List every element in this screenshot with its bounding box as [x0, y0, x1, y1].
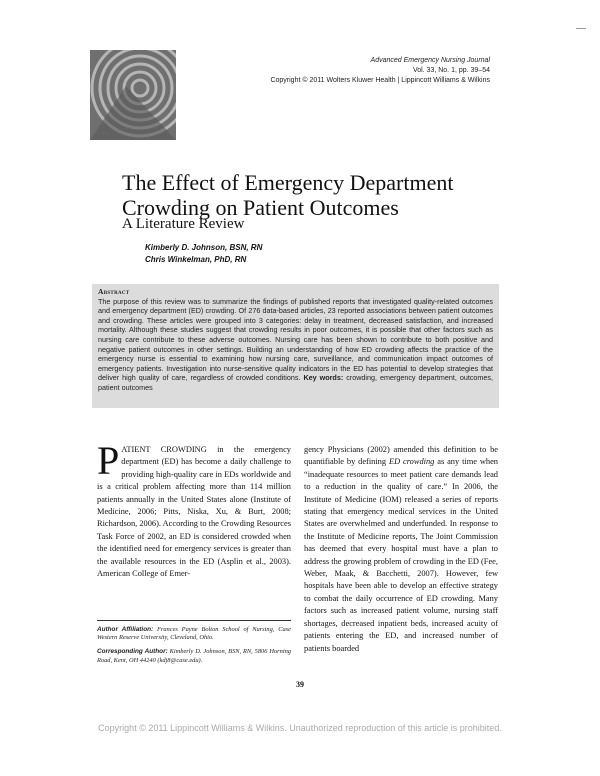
author-list — [145, 242, 262, 266]
author-2: Chris Winkelman, PhD, RN — [145, 255, 247, 264]
corresponding-label: Corresponding Author: — [97, 648, 168, 656]
journal-logo-graphic — [90, 50, 176, 140]
body-column-left — [97, 438, 291, 580]
right-paragraph — [304, 444, 498, 655]
article-title: The Effect of Emergency Department Crowding on Patient Outcomes — [122, 170, 454, 220]
journal-copyright — [270, 76, 490, 86]
journal-volume: Vol. 33, No. 1, pp. 39–54 — [412, 67, 490, 74]
author-affiliation — [97, 620, 291, 671]
corresponding-note — [97, 648, 291, 664]
footer-copyright: Copyright © 2011 Lippincott Williams & Wilkins. Unauthorized reproduction of this article is prohibited. — [98, 723, 502, 733]
affiliation-label: Author Affiliation: — [97, 626, 154, 633]
drop-cap: P — [97, 438, 120, 483]
keywords-label: Key words: — [303, 373, 344, 383]
affiliation-note — [97, 626, 291, 642]
article-subtitle: A Literature Review — [122, 216, 245, 232]
page-number: 39 — [296, 680, 304, 689]
journal-logo-icon — [90, 50, 176, 140]
journal-header — [270, 56, 490, 86]
right-text-post: as any time when “inadequate resources to meet patient care demands lead to a reduction in the quality of care.” In 2006, the Institute of Medicine (IOM) released a series of reports stating that emergency medical services in the United States are overwhelmed and underfunded. In response to the Institute of Medicine reports, The Joint Commission has deemed that every hospital must have a plan to address the growing problem of crowding in the ED (Fee, Weber, Maak, & Bacchetti, 2007). However, few hospitals have been able to develop an effective strategy to combat the daily occurrence of ED crowding. Many factors such as increased patient volume, nursing staff shortages, decreased inpatient beds, increased acuity of patients entering the ED, and increased number of patients boarded — [304, 457, 498, 653]
right-text-emphasis: ED crowding — [388, 457, 435, 467]
corresponding-text: Kimberly D. Johnson, BSN, RN, 5806 Horning Road, Kent, OH 44240 (kdj8@case.edu). — [97, 648, 291, 664]
abstract-box — [92, 284, 499, 408]
abstract-heading: Abstract — [98, 287, 130, 296]
lead-caps: ATIENT CROWDING — [121, 445, 207, 454]
body-column-right — [304, 444, 498, 655]
left-column-text: in the emergency department (ED) has become a daily challenge to providing high-quality care in EDs worldwide and is a critical problem affecting more than 114 million patients annually in the United States alone (Institute of Medicine, 2006; Pitts, Niska, Xu, & Burt, 2008; Richardson, 2006). According to the Crowding Resources Task Force of 2002, an ED is considered crowded when the identified need for emergency services is greater than the available resources in the ED (Asplin et al., 2003). American College of Emer- — [97, 445, 291, 579]
copyright-text: © 2011 Wolters Kluwer Health | Lippincott Williams & Wilkins — [302, 77, 490, 84]
affiliation-text: Frances Payne Bolton School of Nursing, Case Western Reserve University, Cleveland, Ohio. — [97, 626, 291, 642]
abstract-body: The purpose of this review was to summarize the findings of published reports that investigated quality-related outcomes and emergency department (ED) crowding. Of 276 data-based articles, 23 reported associations between patient outcomes and crowding. These articles were grouped into 3 categories: delay in treatment, decreased satisfaction, and increased mortality. Although these studies suggest that crowding results in poor outcomes, it is possible that other factors such as nursing care contribute to these adverse outcomes. Nursing care has been shown to contribute to both positive and negative patient outcomes in other settings. Building an understanding of how ED crowding affects the practice of the emergency nurse is essential to examining how nursing care, surveillance, and communication impact outcomes of emergency patients. Investigation into nurse-sensitive quality indicators in the ED has potential to develop strategies that deliver high quality of care, regardless of crowded conditions. — [98, 296, 493, 383]
intro-paragraph — [97, 438, 291, 580]
copyright-prefix: Copyright — [270, 77, 301, 84]
corner-mark — [576, 28, 586, 29]
journal-name: Advanced Emergency Nursing Journal — [370, 57, 490, 64]
author-1: Kimberly D. Johnson, BSN, RN — [145, 243, 263, 252]
keywords: crowding, emergency department, outcomes, patient outcomes — [98, 373, 494, 392]
right-text-pre: gency Physicians (2002) amended this definition to be quantifiable by defining — [304, 445, 498, 467]
